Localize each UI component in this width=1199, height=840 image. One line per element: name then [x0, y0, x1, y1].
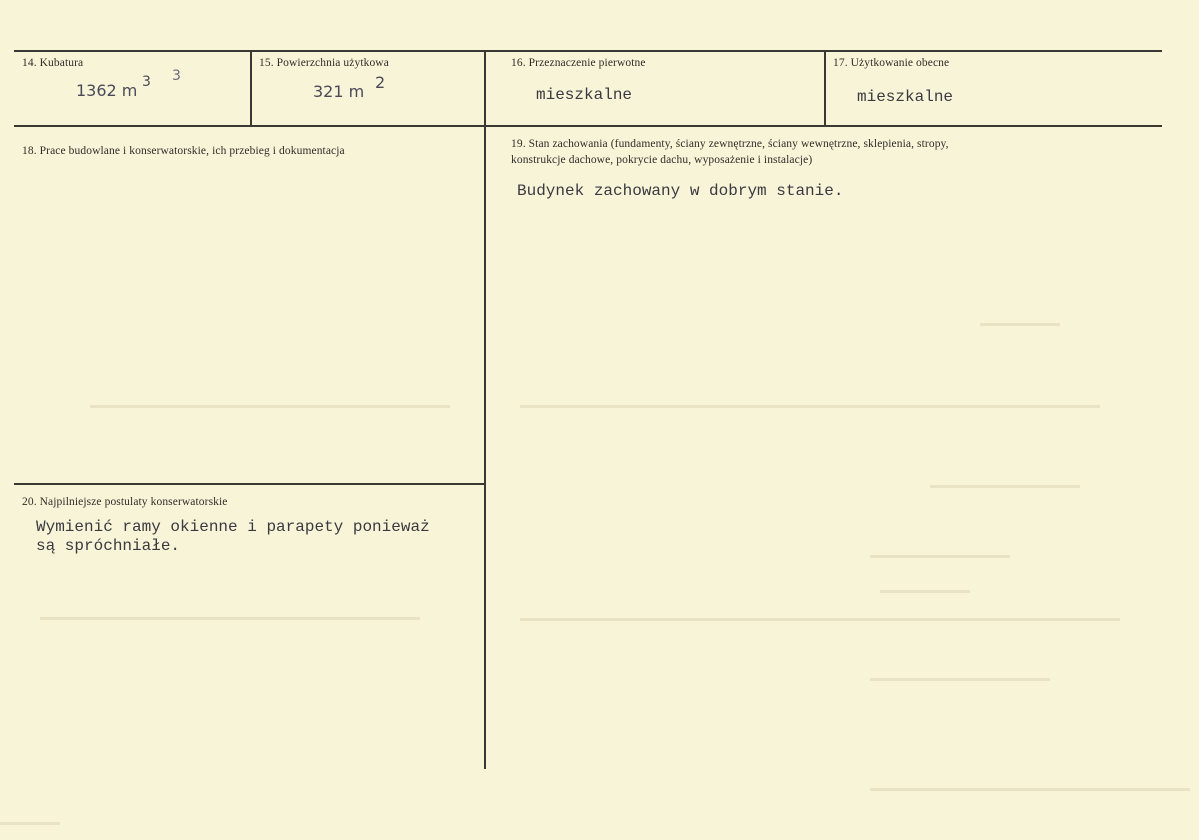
row-divider: [14, 125, 1162, 127]
divider-kubatura: [250, 51, 252, 126]
bleed-through-mark: [520, 405, 1100, 408]
divider-powierzchnia: [484, 51, 486, 769]
stan-label-line1: 19. Stan zachowania (fundamenty, ściany zewnętrzne, ściany wewnętrzne, sklepienia, stropy,: [511, 138, 949, 150]
stan-value: Budynek zachowany w dobrym stanie.: [517, 182, 844, 200]
uzytkowanie-label: 17. Użytkowanie obecne: [833, 57, 950, 69]
kubatura-exponent: 3: [142, 74, 151, 90]
stan-label-line2: konstrukcje dachowe, pokrycie dachu, wyposażenie i instalacje): [511, 154, 813, 166]
bleed-through-mark: [90, 405, 450, 408]
left-column-divider: [14, 483, 484, 485]
powierzchnia-value: 321 m: [313, 82, 365, 101]
postulaty-value-line1: Wymienić ramy okienne i parapety ponieważ: [36, 518, 430, 536]
postulaty-label: 20. Najpilniejsze postulaty konserwatorskie: [22, 496, 228, 508]
bleed-through-mark: [980, 323, 1060, 326]
postulaty-value-line2: są spróchniałe.: [36, 537, 181, 555]
kubatura-exponent-correction: 3: [172, 68, 181, 84]
prace-label: 18. Prace budowlane i konserwatorskie, ich przebieg i dokumentacja: [22, 145, 345, 157]
bleed-through-mark: [930, 485, 1080, 488]
divider-przeznaczenie: [824, 51, 826, 126]
kubatura-label: 14. Kubatura: [22, 57, 84, 69]
powierzchnia-exponent: 2: [375, 73, 386, 92]
przeznaczenie-value: mieszkalne: [536, 86, 633, 104]
powierzchnia-label: 15. Powierzchnia użytkowa: [259, 57, 389, 69]
przeznaczenie-label: 16. Przeznaczenie pierwotne: [511, 57, 646, 69]
bleed-through-mark: [880, 590, 970, 593]
top-rule: [14, 50, 1162, 52]
bleed-through-mark: [0, 822, 60, 825]
bleed-through-mark: [40, 617, 420, 620]
bleed-through-mark: [870, 678, 1050, 681]
uzytkowanie-value: mieszkalne: [857, 88, 954, 106]
bleed-through-mark: [870, 788, 1190, 791]
bleed-through-mark: [870, 555, 1010, 558]
kubatura-value: 1362 m: [76, 81, 138, 100]
bleed-through-mark: [520, 618, 1120, 621]
